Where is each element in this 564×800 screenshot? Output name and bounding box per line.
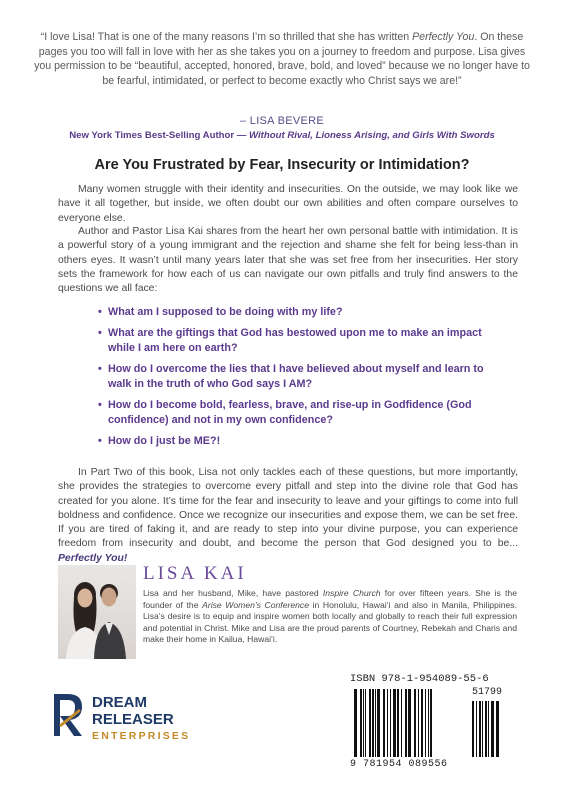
- quote-part-b: . On these pages you too will fall in love with her as she takes you on a journey to freedom and purpose. Lisa gives you permission to be “beautiful, accepted, honored, brave, bold, and loved” because we no longer have to be fearful, intimidated, or perfect to become exactly who Christ says we are!”: [34, 31, 530, 87]
- publisher-name-line2: RELEASER: [92, 711, 174, 728]
- publisher-name-line3: ENTERPRISES: [92, 730, 191, 742]
- bullet: •: [98, 306, 102, 318]
- bullet: •: [98, 399, 102, 411]
- paragraph-2: Author and Pastor Lisa Kai shares from the heart her own personal battle with intimidation. It is a powerful story of a young immigrant and the rejection and shame she felt for being less-than in others eyes. It wasn’t until many years later that she was set free from her insecurities. Her story sets the framework for how each of us can navigate our own pitfalls and truly find answers to the questions we all face:: [58, 226, 518, 295]
- question-item: [100, 305, 500, 320]
- bio-text: in Honolulu, Hawai‘i and also in Manila, Philippines. Lisa’s desire is to equip and inspire women both locally and globally to reach their full expression and potential in Christ. Mike and Lisa are the proud parents of Courtney, Rebekah and Charis and make their home in Kailua, Hawai‘i.: [143, 599, 517, 645]
- endorser-name: – LISA BEVERE: [240, 115, 324, 127]
- endorsement-quote: [34, 30, 530, 88]
- isbn-barcode: [346, 673, 522, 771]
- question-text: How do I become bold, fearless, brave, and rise-up in Godfidence (God confidence) and not in my own confidence?: [108, 399, 472, 426]
- author-name: LISA KAI: [143, 563, 247, 584]
- question-list: [100, 305, 500, 455]
- publisher-logo-icon: [50, 690, 86, 740]
- headline: Are You Frustrated by Fear, Insecurity or Intimidation?: [94, 157, 470, 173]
- bullet: •: [98, 435, 102, 447]
- endorser-credentials: [0, 130, 564, 141]
- bullet: •: [98, 327, 102, 339]
- bio-church: Inspire Church: [322, 588, 381, 598]
- cred-books: Without Rival, Lioness Arising, and Girls With Swords: [249, 130, 495, 141]
- question-item: [100, 326, 500, 356]
- paragraph-3-text: In Part Two of this book, Lisa not only tackles each of these questions, but more importantly, she provides the strategies to overcome every pitfall and step into the divine role that God has created for you alone. It’s time for the fear and insecurity to leave and your giftings to come into full boldness and confidence. Once we recognize our insecurities and expose them, we can be set free. If you are tired of faking it, and are ready to step into your divine purpose, you can experience freedom from insecurity and doubt, and become the person that God designed you to be...: [58, 467, 518, 550]
- cred-prefix: New York Times Best-Selling Author —: [69, 130, 250, 141]
- quote-book-title: Perfectly You: [412, 31, 475, 43]
- question-item: [100, 362, 500, 392]
- paragraph-3: [58, 466, 518, 566]
- bullet: •: [98, 363, 102, 375]
- author-photo-illustration: [58, 565, 136, 659]
- barcode-number: 9 781954 089556: [350, 759, 448, 770]
- bio-text: for over fifteen years. She is the founder of the: [143, 588, 517, 610]
- question-text: How do I just be ME?!: [108, 435, 221, 447]
- barcode-addon-number: 51799: [472, 687, 503, 698]
- isbn-text: ISBN 978-1-954089-55-6: [350, 673, 489, 685]
- paragraph-1: Many women struggle with their identity and insecurities. On the outside, we may look like we have it all together, but inside, we often doubt our own abilities and often compare ourselves to everyone else.: [58, 184, 518, 224]
- question-text: How do I overcome the lies that I have believed about myself and learn to walk in the truth of who God says I AM?: [108, 363, 484, 390]
- author-photo: [58, 565, 136, 659]
- question-item: [100, 398, 500, 428]
- author-bio: [143, 588, 517, 646]
- barcode-bars: [346, 673, 522, 771]
- paragraph-3-title: Perfectly You!: [58, 552, 128, 564]
- bio-text: Lisa and her husband, Mike, have pastored: [143, 588, 323, 598]
- question-text: What are the giftings that God has bestowed upon me to make an impact while I am here on earth?: [108, 327, 482, 354]
- question-item: [100, 434, 500, 449]
- publisher-name-line1: DREAM: [92, 694, 147, 711]
- bio-conference: Arise Women’s Conference: [202, 599, 309, 610]
- quote-part-a: “I love Lisa! That is one of the many reasons I’m so thrilled that she has written: [40, 31, 413, 43]
- question-text: What am I supposed to be doing with my life?: [108, 306, 343, 318]
